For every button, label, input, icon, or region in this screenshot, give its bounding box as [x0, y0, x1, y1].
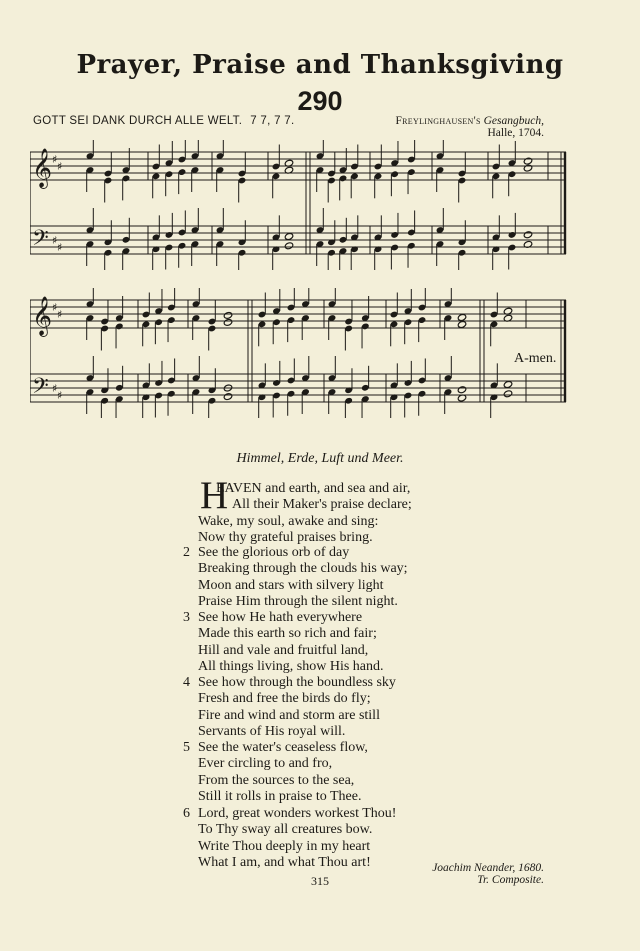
- verse-line: Still it rolls in praise to Thee.: [198, 788, 362, 804]
- verse-line: All their Maker's praise declare;: [232, 497, 412, 513]
- verse-line: To Thy sway all creatures bow.: [198, 822, 373, 838]
- verse-line: Wake, my soul, awake and sing:: [198, 513, 379, 529]
- music-staves-2: [30, 288, 570, 418]
- half-note-head: [457, 314, 466, 322]
- verse-line: See the glorious orb of day: [198, 545, 350, 560]
- verse-line: All things living, show His hand.: [198, 658, 384, 674]
- verse-line: Praise Him through the silent night.: [198, 593, 398, 609]
- music-system-1: [30, 140, 570, 270]
- source-name: Freylinghausen's: [395, 115, 481, 127]
- sharp-icon: ♯: [52, 301, 58, 314]
- half-note-head: [503, 381, 512, 389]
- half-note-head: [503, 390, 512, 398]
- half-note-head: [223, 318, 232, 326]
- verse-line: See how He hath everywhere: [198, 610, 363, 625]
- verse-line: Made this earth so rich and fair;: [198, 626, 377, 642]
- page-number: 315: [311, 874, 329, 888]
- verse-line: Fresh and free the birds do fly;: [198, 691, 371, 707]
- verse-number: 3: [183, 610, 190, 625]
- hymn-subtitle: Himmel, Erde, Luft und Meer.: [236, 451, 404, 466]
- verse-line: From the sources to the sea,: [198, 772, 355, 788]
- sharp-icon: ♯: [52, 234, 58, 247]
- half-note-head: [523, 231, 532, 239]
- section-title: Prayer, Praise and Thanksgiving: [76, 50, 564, 80]
- music-staves-1: [30, 140, 570, 270]
- verse-line: See how through the boundless sky: [198, 675, 396, 690]
- verse-number: 5: [183, 740, 190, 755]
- verse-line: Fire and wind and storm are still: [198, 707, 380, 723]
- meter: 7 7, 7 7.: [250, 115, 295, 127]
- tune-source: [395, 115, 544, 127]
- treble-clef-icon: 𝄞: [32, 148, 53, 188]
- verse-4: [183, 675, 396, 740]
- verse-line: Servants of His royal will.: [198, 723, 346, 739]
- source-place: Halle, 1704.: [487, 127, 544, 139]
- verse-number: 2: [183, 545, 190, 560]
- verse-line: Hill and vale and fruitful land,: [198, 642, 369, 658]
- sharp-icon: ♯: [52, 382, 58, 395]
- tune-name: [33, 115, 295, 127]
- verse-2: [183, 545, 408, 610]
- verse-line: Moon and stars with silvery light: [198, 577, 384, 593]
- hymn-number: 290: [297, 86, 343, 116]
- source-work: Gesangbuch,: [483, 115, 544, 127]
- author-credit: Joachim Neander, 1680.: [432, 862, 544, 874]
- bass-clef-icon: 𝄢: [32, 226, 49, 256]
- verse-line: Ever circling to and fro,: [198, 756, 333, 772]
- sharp-icon: ♯: [57, 241, 63, 254]
- drop-cap: H: [200, 474, 229, 517]
- music-system-2: [30, 288, 570, 418]
- verse-number: 4: [183, 675, 190, 690]
- translator-credit: Tr. Composite.: [477, 874, 544, 886]
- half-note-head: [284, 233, 293, 241]
- half-note-head: [223, 311, 232, 319]
- half-note-head: [457, 386, 466, 394]
- sharp-icon: ♯: [57, 308, 63, 321]
- tune-title: GOTT SEI DANK DURCH ALLE WELT.: [33, 115, 243, 127]
- sharp-icon: ♯: [57, 389, 63, 402]
- verse-1: [198, 481, 412, 546]
- verse-line: See the water's ceaseless flow,: [198, 740, 368, 755]
- verse-line: Lord, great wonders workest Thou!: [198, 806, 397, 821]
- amen-text: A-men.: [514, 351, 557, 366]
- half-note-head: [284, 242, 293, 250]
- verse-line: What I am, and what Thou art!: [198, 854, 371, 870]
- verse-line: Breaking through the clouds his way;: [198, 561, 408, 577]
- verse-number: 6: [183, 806, 190, 821]
- sharp-icon: ♯: [52, 153, 58, 166]
- treble-clef-icon: 𝄞: [32, 296, 53, 336]
- verse-line: Now thy grateful praises bring.: [198, 529, 373, 545]
- verse-3: [183, 610, 384, 675]
- verse-line: EAVEN and earth, and sea and air,: [216, 481, 411, 496]
- half-note-head: [523, 157, 532, 165]
- verse-5: [183, 740, 368, 805]
- verse-6: [183, 806, 396, 871]
- half-note-head: [457, 321, 466, 329]
- sharp-icon: ♯: [57, 160, 63, 173]
- half-note-head: [223, 393, 232, 401]
- verse-line: Write Thou deeply in my heart: [198, 838, 371, 854]
- bass-clef-icon: 𝄢: [32, 374, 49, 404]
- half-note-head: [523, 164, 532, 172]
